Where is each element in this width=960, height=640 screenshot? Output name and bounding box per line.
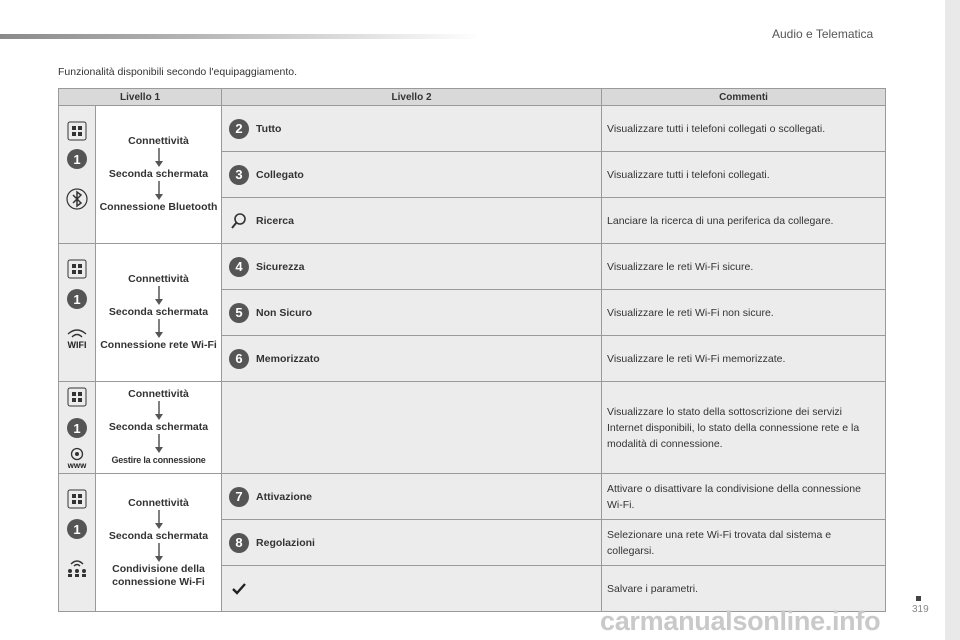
level2-label: Regolazioni [256,536,315,549]
level2-label: Memorizzato [256,352,320,365]
step-badge: 7 [229,487,249,507]
arrow-down-icon [96,543,221,563]
grid-icon [63,486,91,512]
page-number: 319 [912,604,929,615]
comment-cell: Visualizzare le reti Wi-Fi non sicure. [602,290,886,336]
level2-label: Tutto [256,122,282,135]
level1-step: Connettività [128,135,189,147]
comment-cell: Visualizzare tutti i telefoni collegati o scollegati. [602,106,886,152]
level2-cell [222,152,602,198]
step-badge: 4 [229,257,249,277]
level1-icons [59,106,96,244]
level2-cell [222,336,602,382]
comment-cell: Visualizzare le reti Wi-Fi memorizzate. [602,336,886,382]
level1-step: Connettività [128,496,189,509]
arrow-down-icon [96,286,221,306]
section-title: Audio e Telematica [772,27,874,41]
level1-step: Gestire la connessione [111,455,206,465]
features-table [58,88,886,612]
comment-cell: Visualizzare tutti i telefoni collegati. [602,152,886,198]
level2-cell [222,382,602,474]
step-badge-1: 1 [67,519,87,539]
search-icon [222,212,256,230]
hotspot-icon [63,550,91,584]
level1-step: Seconda schermata [108,168,209,180]
level2-cell [222,566,602,612]
level1-step: Seconda schermata [108,306,209,318]
step-badge-1: 1 [67,149,87,169]
level1-path [96,244,222,382]
wifi-icon [63,322,91,356]
internet-icon-label: www [67,460,87,470]
internet-icon [63,444,91,472]
level1-icons [59,474,96,612]
level2-label: Non Sicuro [256,306,313,319]
level1-path [96,474,222,612]
comment-cell: Selezionare una rete Wi-Fi trovata dal sistema e collegarsi. [602,520,886,566]
arrow-down-icon [96,319,221,339]
level2-cell [222,520,602,566]
comment-cell: Attivare o disattivare la condivisione della connessione Wi-Fi. [602,474,886,520]
bluetooth-icon [63,182,91,216]
step-badge: 8 [229,533,249,553]
level1-icons [59,244,96,382]
comment-cell: Lanciare la ricerca di una periferica da collegare. [602,198,886,244]
level2-label: Ricerca [256,214,294,227]
arrow-down-icon [96,148,221,168]
level1-path [96,106,222,244]
step-badge-1: 1 [67,289,87,309]
intro-text: Funzionalità disponibili secondo l'equipaggiamento. [58,66,297,78]
comment-cell: Salvare i parametri. [602,566,886,612]
level2-label: Collegato [256,168,304,181]
level1-step: Connessione Bluetooth [99,201,218,213]
step-badge: 5 [229,303,249,323]
header-rule [0,34,480,39]
header-comments: Commenti [602,89,886,106]
level1-step: Seconda schermata [108,529,209,542]
level1-icons [59,382,96,474]
table-row [59,382,886,474]
level1-step: Connettività [128,388,189,400]
level2-cell [222,198,602,244]
level2-cell [222,474,602,520]
level1-step: Connettività [128,273,189,285]
grid-icon [63,256,91,282]
watermark: carmanualsonline.info [600,606,881,636]
comment-cell: Visualizzare lo stato della sottoscrizione dei servizi Internet disponibili, lo stato della connessione rete e la modalità di connessione. [602,382,886,474]
step-badge: 3 [229,165,249,185]
table-row [59,106,886,152]
level1-path [96,382,222,474]
level2-cell [222,106,602,152]
arrow-down-icon [96,434,221,454]
level1-step: Connessione rete Wi-Fi [100,339,217,351]
level2-label: Attivazione [256,490,313,503]
table-row [59,474,886,520]
level2-label: Sicurezza [256,260,305,273]
comment-cell: Visualizzare le reti Wi-Fi sicure. [602,244,886,290]
level1-step: Seconda schermata [108,421,209,433]
wifi-icon-label: WIFI [67,340,87,350]
arrow-down-icon [96,401,221,421]
grid-icon [63,118,91,144]
page-marker [916,596,921,601]
level1-step: Condivisione della connessione Wi-Fi [112,562,205,588]
table-row [59,244,886,290]
header-level2: Livello 2 [222,89,602,106]
page-edge-strip [945,0,960,640]
level2-cell [222,244,602,290]
grid-icon [63,386,91,408]
header-level1: Livello 1 [59,89,222,106]
table-header-row [59,89,886,106]
step-badge: 2 [229,119,249,139]
checkmark-icon [222,583,256,595]
level2-cell [222,290,602,336]
arrow-down-icon [96,510,221,530]
arrow-down-icon [96,181,221,201]
step-badge: 6 [229,349,249,369]
step-badge-1: 1 [67,418,87,438]
